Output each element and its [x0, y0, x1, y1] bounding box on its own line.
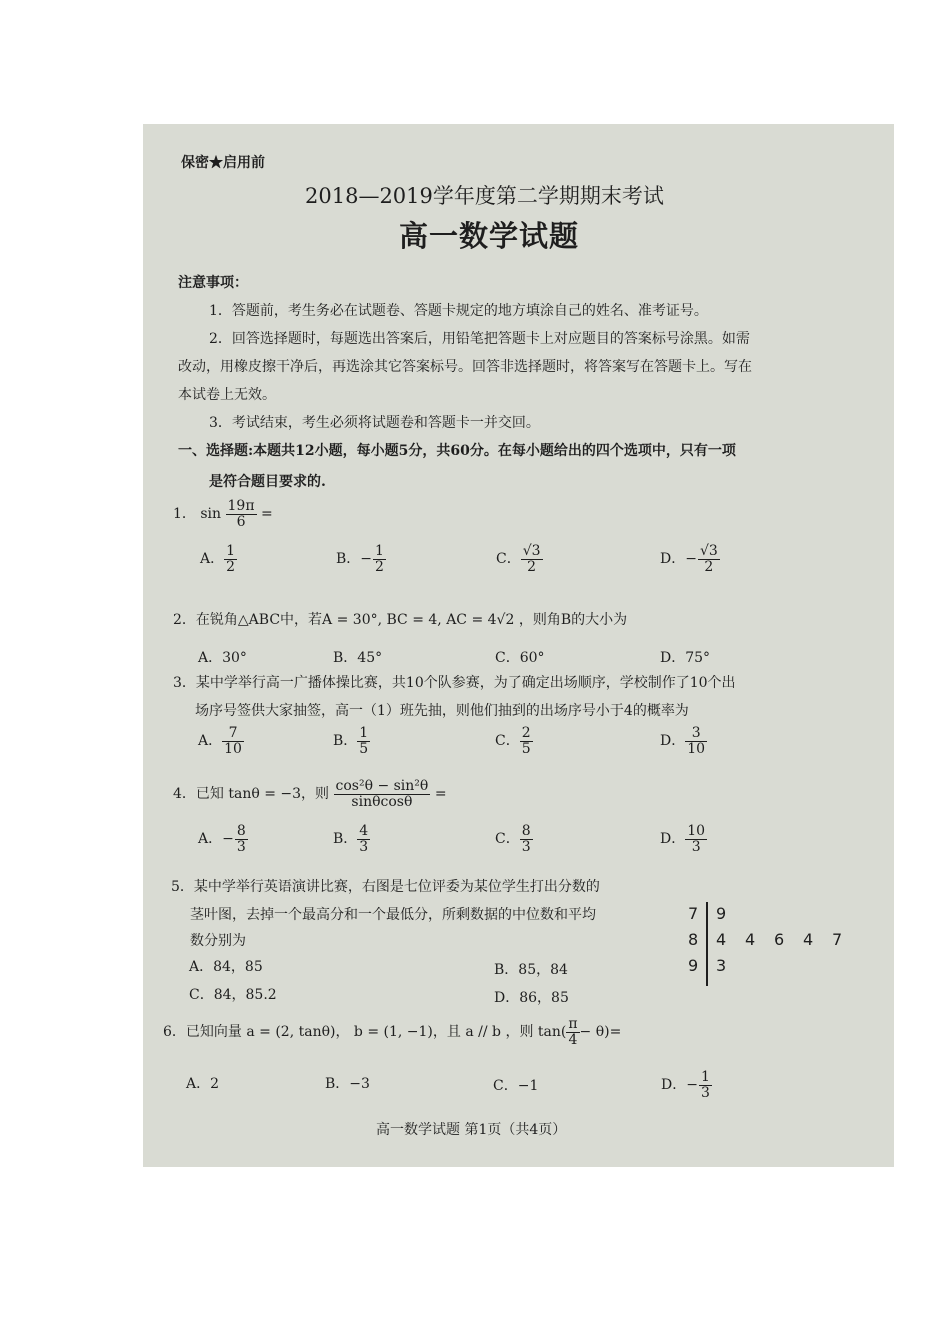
q4-option-d: D． $\frac{10}{3}$ — [660, 823, 706, 855]
q4-option-c: C． $\frac{8}{3}$ — [495, 823, 531, 855]
leaf: 3 — [716, 956, 727, 975]
q5-option-c: C．84，85.2 — [189, 987, 277, 1003]
q3-option-d: D． $\frac{3}{10}$ — [660, 725, 706, 757]
q2-option-c: C．60° — [495, 650, 545, 666]
question-2: 2．在锐角△ABC中，若A = 30°, BC = 4, AC = 4√2 ，则角B的大小为 — [173, 612, 628, 628]
question-5-end: 数分别为 — [190, 933, 246, 949]
fraction: $\frac{19\pi}{6}$ — [227, 498, 255, 530]
question-3-cont: 场序号签供大家抽签，高一（1）班先抽，则他们抽到的出场序号小于4的概率为 — [195, 703, 689, 719]
q1-option-c: C． $\frac{√3}{2}$ — [496, 543, 541, 575]
subject-title: 高一数学试题 — [399, 219, 580, 253]
q4-option-b: B． $\frac{4}{3}$ — [333, 823, 369, 855]
question-6: 6．已知向量 a = (2, tanθ)， b = (1, −1)，且 a // b ，则 tan( $\frac{\pi}{4}$ − θ)= — [163, 1016, 622, 1048]
q5-option-a: A．84，85 — [189, 959, 263, 975]
q3-option-a: A． $\frac{7}{10}$ — [198, 725, 242, 757]
stem-8: 8 — [688, 930, 699, 949]
exam-paper — [143, 124, 894, 1167]
q1-option-b: B．− $\frac{1}{2}$ — [336, 543, 384, 575]
fraction: $\frac{\pi}{4}$ — [568, 1016, 578, 1048]
leaves-row-9 — [716, 956, 745, 975]
q2-option-a: A．30° — [198, 650, 247, 666]
q2-option-d: D．75° — [660, 650, 711, 666]
page-footer: 高一数学试题 第1页（共4页） — [376, 1122, 567, 1138]
q6-option-b: B．−3 — [325, 1076, 370, 1092]
note-item-1: 1．答题前，考生务必在试题卷、答题卡规定的地方填涂自己的姓名、准考证号。 — [209, 303, 708, 319]
q1-option-d: D．− $\frac{√3}{2}$ — [660, 543, 718, 575]
note-item-2-cont: 改动，用橡皮擦干净后，再选涂其它答案标号。回答非选择题时，将答案写在答题卡上。写在 — [178, 359, 752, 375]
q2-option-b: B．45° — [333, 650, 383, 666]
q5-option-b: B．85，84 — [494, 962, 568, 978]
q1-option-a: A． $\frac{1}{2}$ — [200, 543, 236, 575]
leaves-row-8 — [716, 930, 861, 949]
stem-leaf-plot — [688, 902, 888, 992]
sin-func: sin — [200, 506, 222, 523]
q4-option-a: A．− $\frac{8}{3}$ — [198, 823, 246, 855]
leaves-row-7 — [716, 904, 745, 923]
question-1 — [173, 499, 273, 529]
q6-option-c: C．−1 — [493, 1078, 539, 1094]
note-item-2-end: 本试卷上无效。 — [178, 387, 276, 403]
question-5-cont: 茎叶图，去掉一个最高分和一个最低分，所剩数据的中位数和平均 — [190, 907, 596, 923]
leaf: 9 — [716, 904, 727, 923]
note-item-2: 2．回答选择题时，每题选出答案后，用铅笔把答题卡上对应题目的答案标号涂黑。如需 — [209, 331, 750, 347]
exam-title: 2018—2019学年度第二学期期末考试 — [305, 184, 664, 208]
question-5: 5．某中学举行英语演讲比赛，右图是七位评委为某位学生打出分数的 — [171, 879, 600, 895]
question-3: 3．某中学举行高一广播体操比赛，共10个队参赛，为了确定出场顺序，学校制作了10个出 — [173, 675, 736, 691]
leaf: 4 — [745, 930, 756, 949]
stem-divider — [706, 902, 708, 986]
leaf: 4 — [716, 930, 727, 949]
question-4: 4．已知 tanθ = −3，则 $\frac{\text{cos²θ − sin²θ}}{\sin\theta\cos\theta}$ = — [173, 778, 447, 810]
q5-option-d: D．86，85 — [494, 990, 569, 1006]
q3-option-b: B． $\frac{1}{5}$ — [333, 725, 369, 757]
question-number: 1． — [173, 506, 196, 523]
secret-mark: 保密★启用前 — [181, 155, 265, 171]
note-item-3: 3．考试结束，考生必须将试题卷和答题卡一并交回。 — [209, 415, 540, 431]
stem-9: 9 — [688, 956, 699, 975]
leaf: 6 — [774, 930, 785, 949]
q3-option-c: C． $\frac{2}{5}$ — [495, 725, 531, 757]
stem-7: 7 — [688, 904, 699, 923]
equals-sign: = — [260, 506, 273, 523]
fraction: $\frac{\text{cos²θ − sin²θ}}{\sin\theta\cos\theta}$ — [335, 778, 429, 810]
leaf: 7 — [832, 930, 843, 949]
q6-option-d: D．− $\frac{1}{3}$ — [661, 1069, 710, 1101]
notes-heading: 注意事项： — [178, 275, 248, 291]
leaf: 4 — [803, 930, 814, 949]
section-1-heading-cont: 是符合题目要求的. — [209, 474, 326, 490]
q6-option-a: A．2 — [186, 1076, 220, 1092]
section-1-heading: 一、选择题:本题共12小题，每小题5分，共60分。在每小题给出的四个选项中，只有一项 — [178, 443, 736, 459]
